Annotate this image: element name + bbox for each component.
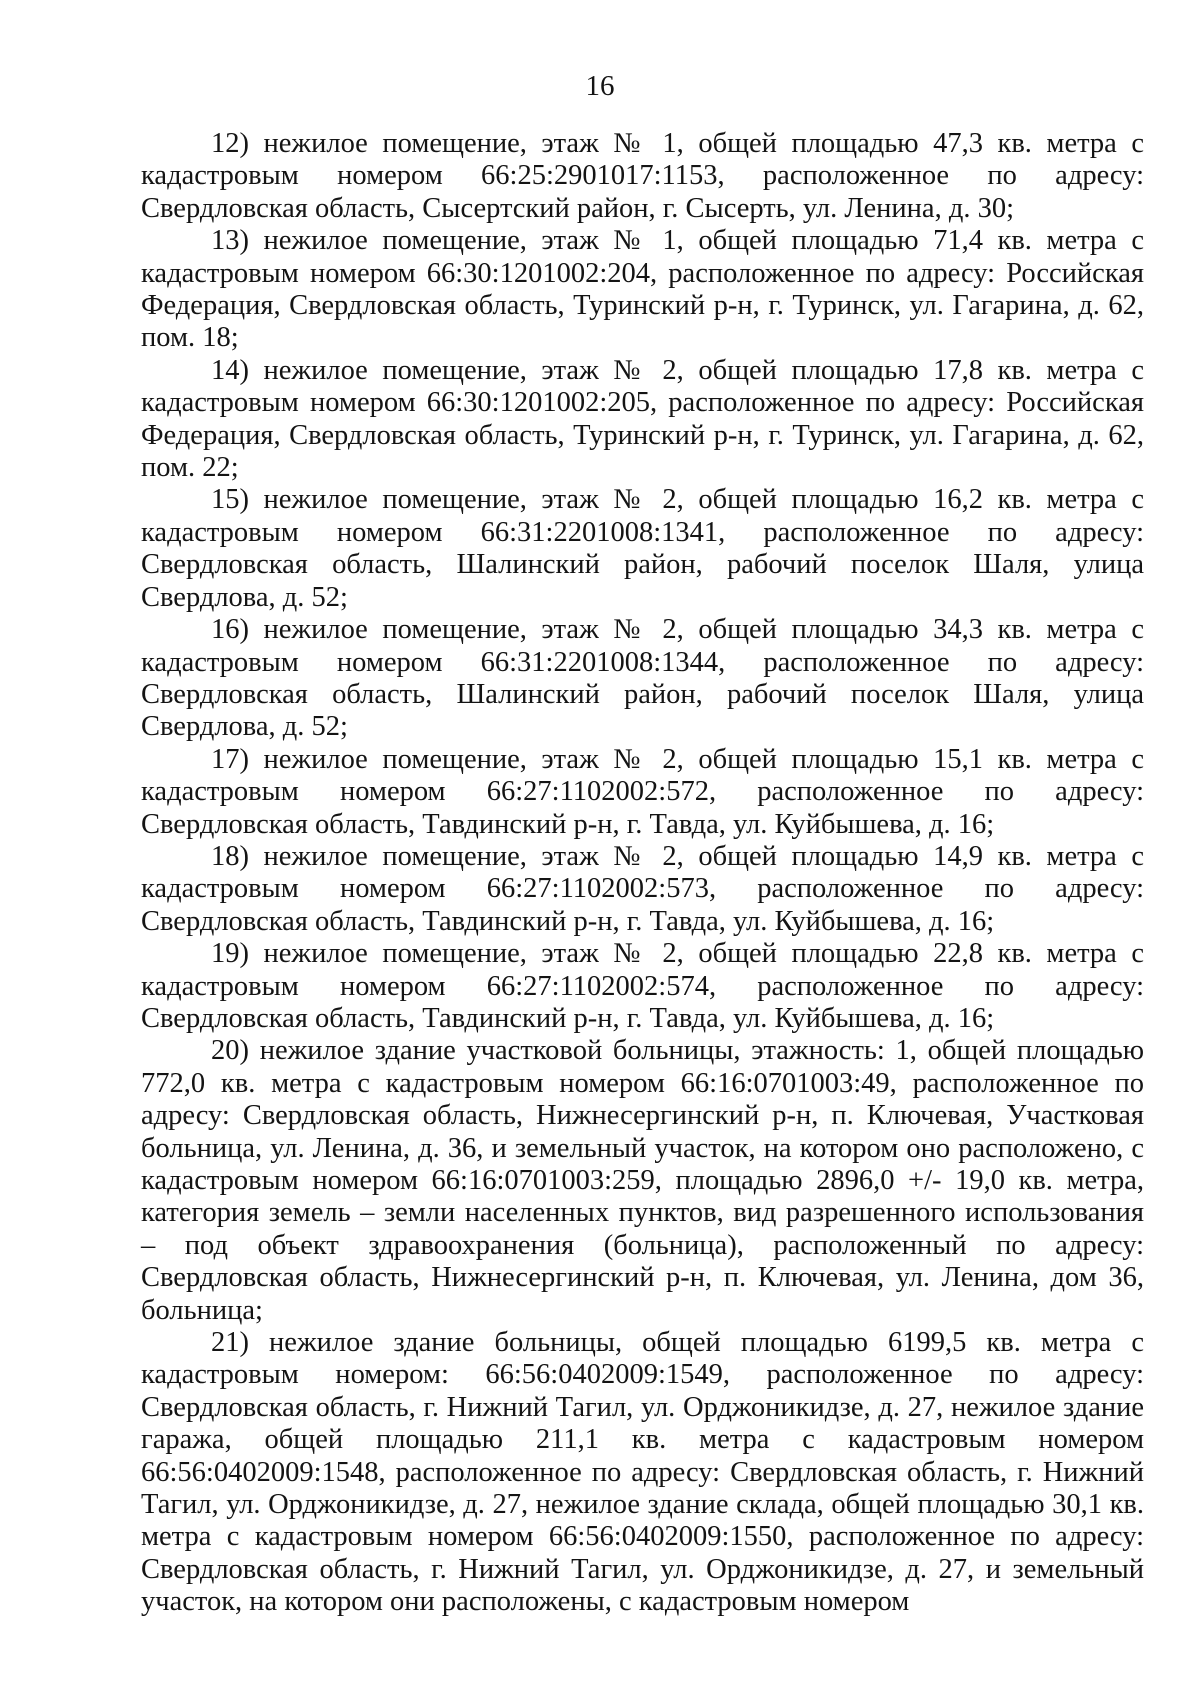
page-number: 16 — [585, 70, 615, 102]
list-item: 15) нежилое помещение, этаж № 2, общей площадью 16,2 кв. метра с кадастровым номером 66:31:2201008:1341, расположенное по адресу: Свердловская область, Шалинский район, рабочий поселок Шаля, улица Свердлова, д. 52; — [141, 484, 1144, 613]
list-item: 18) нежилое помещение, этаж № 2, общей площадью 14,9 кв. метра с кадастровым номером 66:27:1102002:573, расположенное по адресу: Свердловская область, Тавдинский р-н, г. Тавда, ул. Куйбышева, д. 16; — [141, 840, 1144, 937]
list-item: 21) нежилое здание больницы, общей площадью 6199,5 кв. метра с кадастровым номером: 66:56:0402009:1549, расположенное по адресу: Свердловская область, г. Нижний Тагил, ул. Орджоникидзе, д. 27, нежилое здание гаража, общей площадью 211,1 кв. метра с кадастровым номером 66:56:0402009:1548, расположенное по адресу: Свердловская область, г. Нижний Тагил, ул. Орджоникидзе, д. 27, нежилое здание склада, общей площадью 30,1 кв. метра с кадастровым номером 66:56:0402009:1550, расположенное по адресу: Свердловская область, г. Нижний Тагил, ул. Орджоникидзе, д. 27, и земельный участок, на котором они расположены, с кадастровым номером — [141, 1327, 1144, 1618]
list-item: 13) нежилое помещение, этаж № 1, общей площадью 71,4 кв. метра с кадастровым номером 66:30:1201002:204, расположенное по адресу: Российская Федерация, Свердловская область, Туринский р-н, г. Туринск, ул. Гагарина, д. 62, пом. 18; — [141, 225, 1144, 354]
list-item: 19) нежилое помещение, этаж № 2, общей площадью 22,8 кв. метра с кадастровым номером 66:27:1102002:574, расположенное по адресу: Свердловская область, Тавдинский р-н, г. Тавда, ул. Куйбышева, д. 16; — [141, 938, 1144, 1034]
list-item: 14) нежилое помещение, этаж № 2, общей площадью 17,8 кв. метра с кадастровым номером 66:30:1201002:205, расположенное по адресу: Российская Федерация, Свердловская область, Туринский р-н, г. Туринск, ул. Гагарина, д. 62, пом. 22; — [141, 354, 1144, 484]
list-item: 17) нежилое помещение, этаж № 2, общей площадью 15,1 кв. метра с кадастровым номером 66:27:1102002:572, расположенное по адресу: Свердловская область, Тавдинский р-н, г. Тавда, ул. Куйбышева, д. 16; — [141, 743, 1144, 840]
list-item: 16) нежилое помещение, этаж № 2, общей площадью 34,3 кв. метра с кадастровым номером 66:31:2201008:1344, расположенное по адресу: Свердловская область, Шалинский район, рабочий поселок Шаля, улица Свердлова, д. 52; — [141, 614, 1144, 743]
list-item: 12) нежилое помещение, этаж № 1, общей площадью 47,3 кв. метра с кадастровым номером 66:25:2901017:1153, расположенное по адресу: Свердловская область, Сысертский район, г. Сысерть, ул. Ленина, д. 30; — [141, 128, 1144, 224]
document-body — [141, 128, 1144, 1619]
list-item: 20) нежилое здание участковой больницы, этажность: 1, общей площадью 772,0 кв. метра с кадастровым номером 66:16:0701003:49, расположенное по адресу: Свердловская область, Нижнесергинский р-н, п. Ключевая, Участковая больница, ул. Ленина, д. 36, и земельный участок, на котором оно расположено, с кадастровым номером 66:16:0701003:259, площадью 2896,0 +/- 19,0 кв. метра, категория земель – земли населенных пунктов, вид разрешенного использования – под объект здравоохранения (больница), расположенный по адресу: Свердловская область, Нижнесергинский р-н, п. Ключевая, ул. Ленина, дом 36, больница; — [141, 1035, 1144, 1326]
